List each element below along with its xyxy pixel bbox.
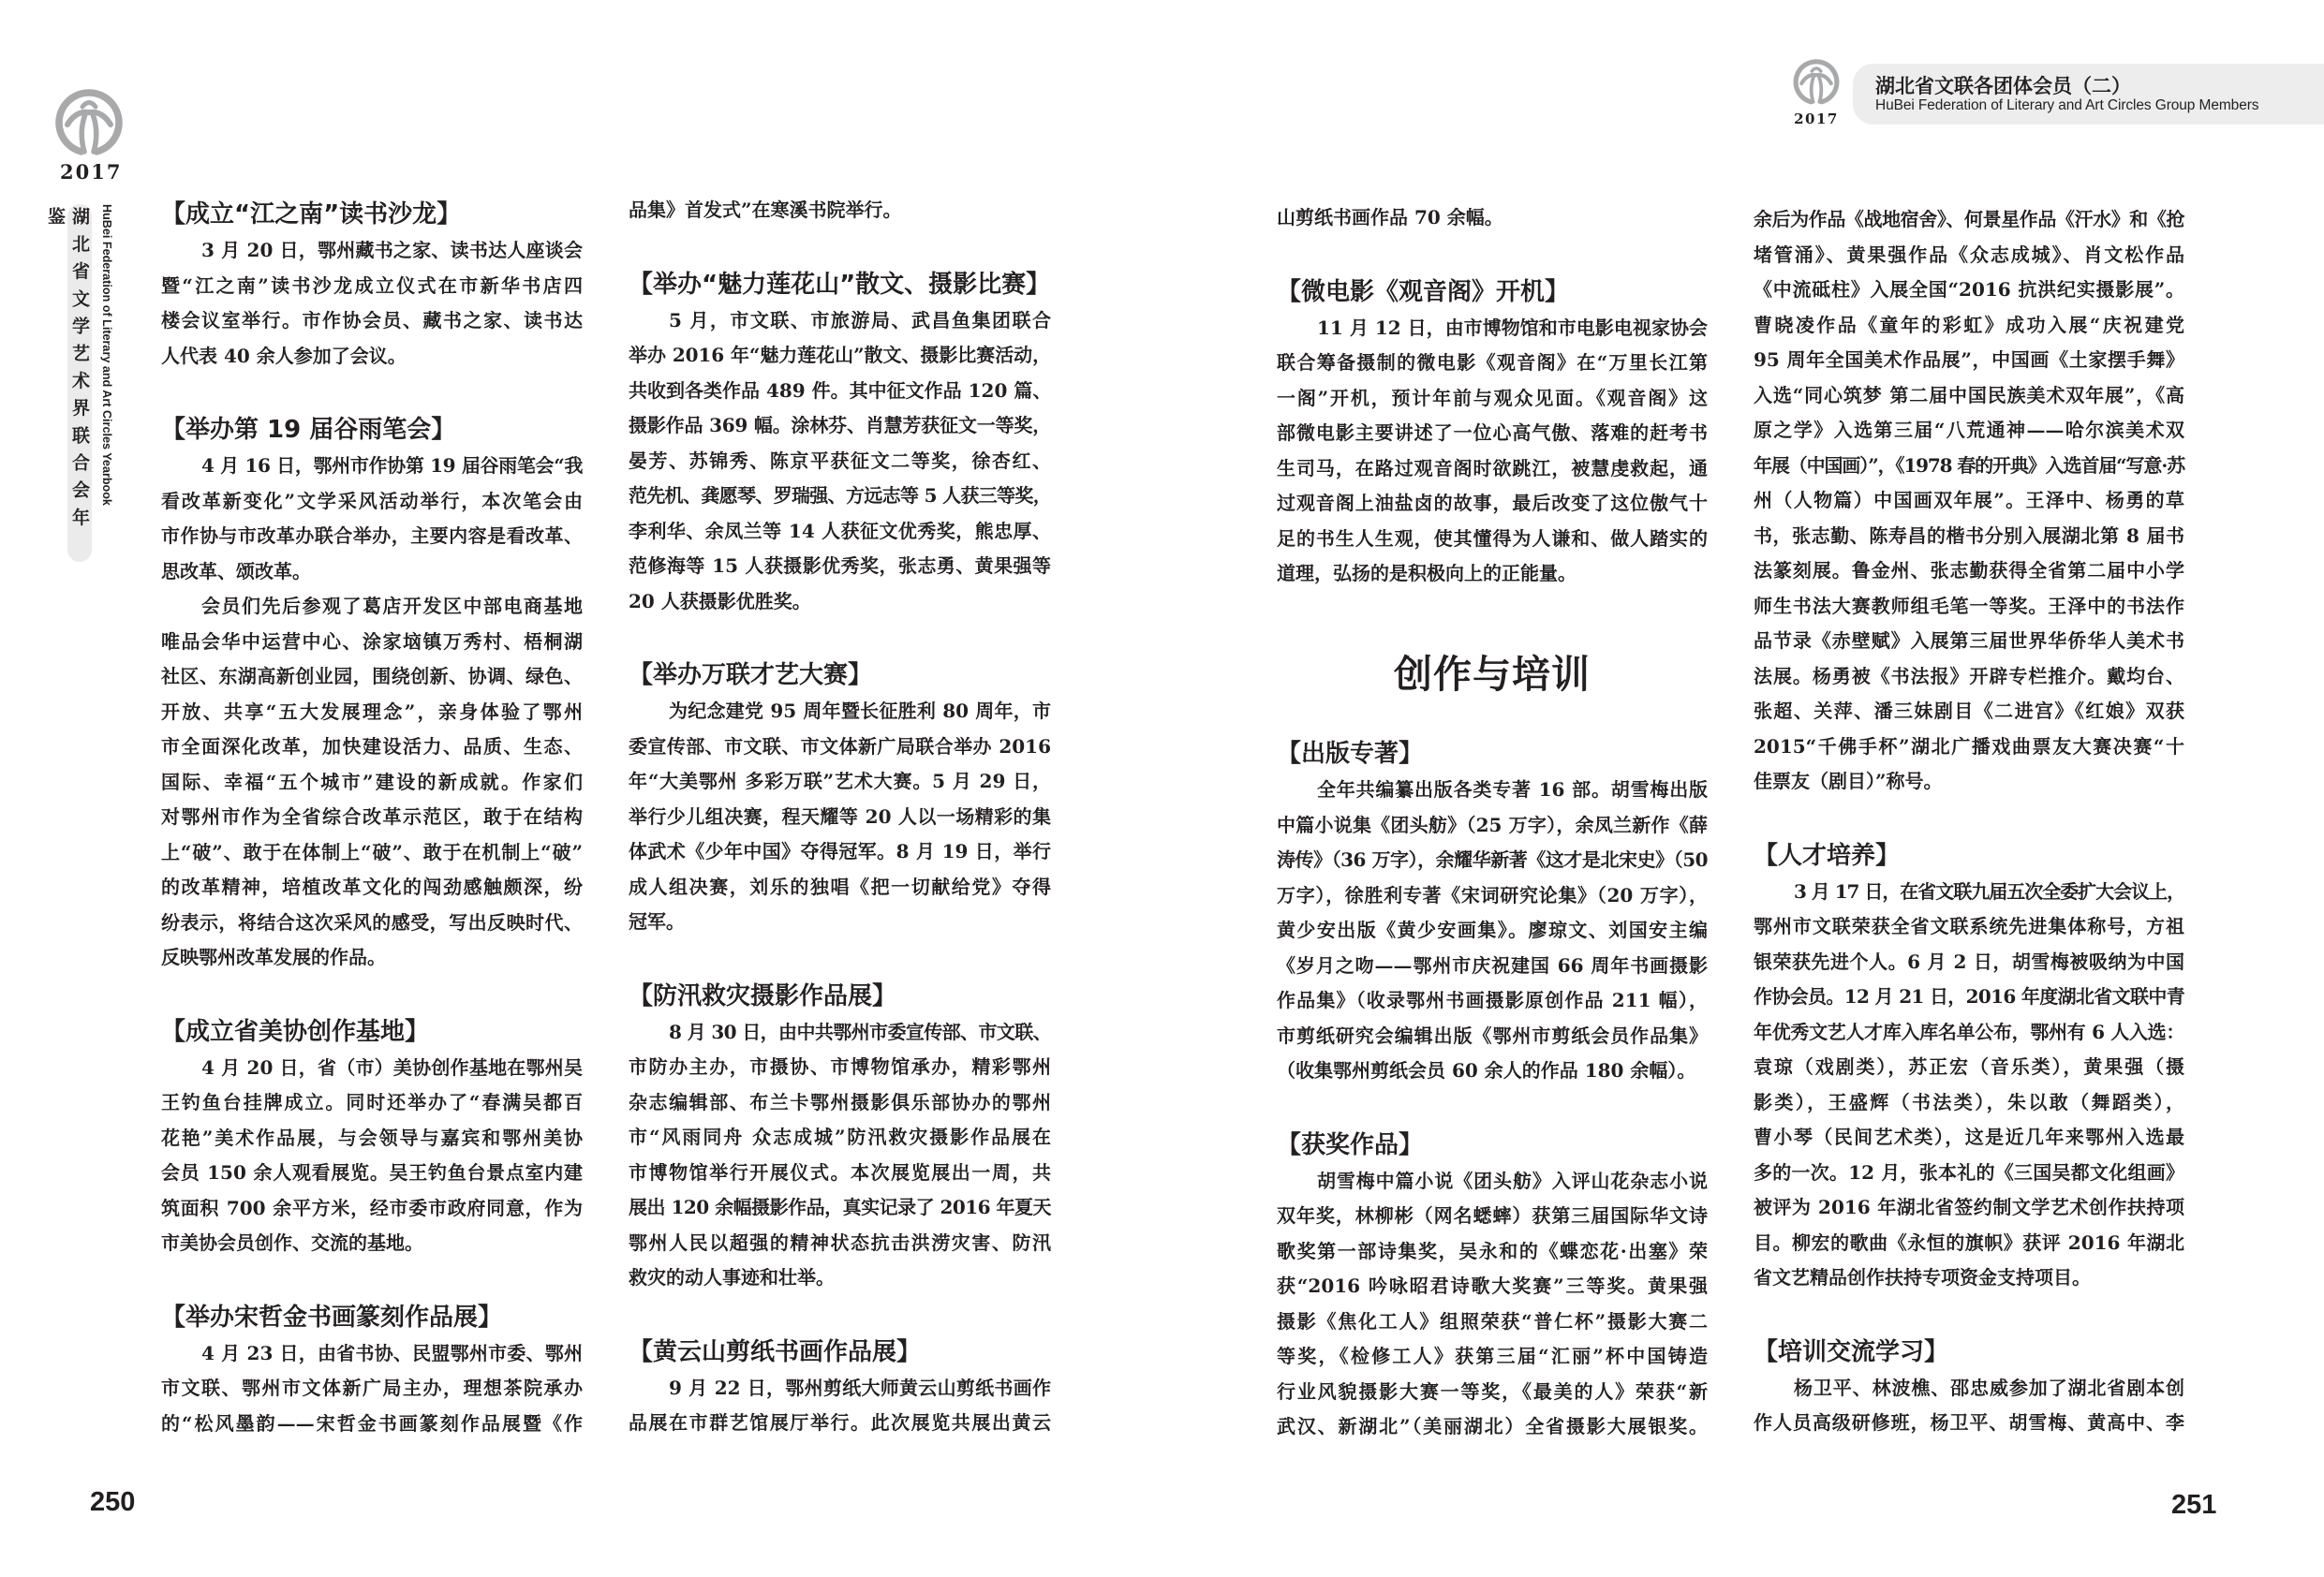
text-line: 8 月 30 日，由中共鄂州市委宣传部、市文联、: [669, 1020, 1051, 1043]
text-line: 4 月 20 日，省（市）美协创作基地在鄂州吴: [201, 1055, 583, 1079]
text-line: 的改革精神，培植改革文化的闯劲感触颇深，纷: [161, 876, 583, 898]
text-line: 开放、共享“五大发展理念”，亲身体验了鄂州: [161, 700, 583, 723]
section-heading: 【举办宋哲金书画篆刻作品展】: [161, 1303, 503, 1332]
section-heading: 【培训交流学习】: [1754, 1337, 1949, 1366]
paragraph: [629, 303, 1051, 620]
text-line: 摄影作品 369 幅。涂林芬、肖慧芳获征文一等奖，: [629, 414, 1051, 436]
vertical-title-en: HuBei Federation of Literary and Art Circles Yearbook: [100, 204, 113, 506]
text-line: 冠军。: [629, 910, 685, 933]
text-line: 作品集》（收录鄂州书画摄影原创作品 211 幅），: [1277, 989, 1708, 1011]
text-line: 看改革新变化”文学采风活动举行，本次笔会由: [161, 489, 583, 512]
text-line: （收集鄂州剪纸会员 60 余人的作品 180 余幅）。: [1277, 1059, 1696, 1082]
text-line: 社区、东湖高新创业园，围绕创新、协调、绿色、: [161, 665, 583, 687]
text-line: 成人组决赛，刘乐的独唱《把一切献给党》夺得: [629, 875, 1051, 898]
text-column-2: [629, 193, 1051, 1441]
text-line: 委宣传部、市文联、市文体新广局联合举办 2016: [629, 734, 1051, 758]
text-line: 品集》首发式”在寒溪书院举行。: [629, 199, 902, 221]
text-line: 市防办主办，市摄协、市博物馆承办，精彩鄂州: [629, 1055, 1051, 1078]
paragraph: [629, 193, 1051, 228]
text-line: 被评为 2016 年湖北省签约制文学艺术创作扶持项: [1754, 1196, 2184, 1218]
paragraph: [629, 694, 1051, 940]
text-line: 思改革、颂改革。: [161, 559, 311, 582]
section-heading: 【成立“江之南”读书沙龙】: [161, 200, 462, 228]
text-line: 胡雪梅中篇小说《团头舫》入评山花杂志小说: [1317, 1169, 1708, 1192]
text-line: 涛传》（36 万字），余耀华新著《这才是北宋史》（50: [1277, 848, 1708, 871]
text-line: 花艳”美术作品展，与会领导与嘉宾和鄂州美协: [161, 1126, 583, 1149]
section-heading: 【举办第 19 届谷雨笔会】: [161, 416, 456, 444]
text-line: 晏芳、苏锦秀、陈京平获征文二等奖，徐杏红、: [629, 449, 1051, 472]
text-line: 曹晓凌作品《童年的彩虹》成功入展“庆祝建党: [1754, 313, 2184, 336]
text-line: 市剪纸研究会编辑出版《鄂州市剪纸会员作品集》: [1277, 1024, 1708, 1047]
text-line: 武汉、新湖北”（美丽湖北）全省摄影大展银奖。: [1277, 1415, 1708, 1437]
text-line: 纷表示，将结合这次采风的感受，写出反映时代、: [161, 910, 583, 934]
text-line: 目。柳宏的歌曲《永恒的旗帜》获评 2016 年湖北: [1754, 1231, 2184, 1254]
section-heading: 【防汛救灾摄影作品展】: [629, 981, 897, 1010]
text-line: 为纪念建党 95 周年暨长征胜利 80 周年，市: [669, 700, 1051, 722]
paragraph: [1277, 311, 1708, 592]
paragraph: [161, 1336, 583, 1442]
text-line: 入选“同心筑梦 第二届中国民族美术双年展”，《高: [1754, 383, 2184, 406]
text-line: 黄少安出版《黄少安画集》。廖琼文、刘国安主编: [1277, 919, 1708, 941]
text-line: 堵管涌》、黄果强作品《众志成城》、肖文松作品: [1754, 243, 2184, 266]
text-line: 范修海等 15 人获摄影优秀奖，张志勇、黄果强等: [629, 554, 1051, 577]
text-line: 共收到各类作品 489 件。其中征文作品 120 篇、: [629, 378, 1052, 402]
chapter-title: 创作与培训: [1394, 652, 1591, 697]
text-line: 人代表 40 余人参加了会议。: [161, 344, 407, 367]
paragraph: [161, 233, 583, 374]
text-line: 杂志编辑部、布兰卡鄂州摄影俱乐部协办的鄂州: [629, 1090, 1051, 1113]
text-line: 年展（中国画）”，《1978 春的开典》入选首届“写意·苏: [1754, 453, 2184, 477]
text-line: 袁琼（戏剧类），苏正宏（音乐类），黄果强（摄: [1754, 1055, 2184, 1078]
section-heading: 【成立省美协创作基地】: [161, 1017, 430, 1046]
text-line: 年优秀文艺人才库入库名单公布，鄂州有 6 人入选：: [1754, 1020, 2184, 1043]
text-line: 师生书法大赛教师组毛笔一等奖。王泽中的书法作: [1754, 594, 2184, 617]
paragraph: [161, 449, 583, 589]
text-line: 《岁月之吻——鄂州市庆祝建国 66 周年书画摄影: [1277, 953, 1708, 977]
text-line: 万字），徐胜利专著《宋词研究论集》（20 万字），: [1277, 883, 1708, 906]
text-line: 市美协会员创作、交流的基地。: [161, 1231, 423, 1254]
text-line: 反映鄂州改革发展的作品。: [161, 946, 386, 968]
paragraph: [161, 1051, 583, 1261]
text-line: 9 月 22 日，鄂州剪纸大师黄云山剪纸书画作: [669, 1376, 1051, 1399]
text-line: 举行少儿组决赛，程天耀等 20 人以一场精彩的集: [629, 804, 1051, 828]
text-line: 联合筹备摄制的微电影《观音阁》在“万里长江第: [1277, 351, 1708, 374]
text-line: 市全面深化改革，加快建设活力、品质、生态、: [161, 735, 583, 758]
text-line: 品节录《赤壁赋》入展第三届世界华侨华人美术书: [1754, 629, 2184, 652]
text-line: 范先机、龚愿琴、罗瑞强、方远志等 5 人获三等奖，: [629, 484, 1051, 507]
text-line: 国际、幸福“五个城市”建设的新成就。作家们: [161, 770, 583, 793]
text-column-1: [161, 196, 583, 1441]
text-line: 鄂州人民以超强的精神状态抗击洪涝灾害、防汛: [629, 1231, 1051, 1254]
text-line: 95 周年全国美术作品展”，中国画《土家摆手舞》: [1754, 348, 2184, 371]
section-heading: 【获奖作品】: [1277, 1130, 1424, 1159]
paragraph: [1754, 875, 2184, 1296]
page-number-right: 251: [2171, 1490, 2217, 1520]
text-line: 全年共编纂出版各类专著 16 部。胡雪梅出版: [1317, 778, 1708, 801]
paragraph: [1277, 773, 1708, 1089]
text-line: 筑面积 700 余平方米，经市委市政府同意，作为: [161, 1196, 583, 1219]
text-line: 《中流砥柱》入展全国“2016 抗洪纪实摄影展”。: [1754, 278, 2184, 301]
text-line: 3 月 20 日，鄂州藏书之家、读书达人座谈会: [201, 239, 583, 261]
running-header-subtitle: HuBei Federation of Literary and Art Circles Group Members: [1875, 97, 2259, 113]
text-line: 举办 2016 年“魅力莲花山”散文、摄影比赛活动，: [629, 344, 1051, 366]
section-heading: 【微电影《观音阁》开机】: [1277, 277, 1570, 306]
text-line: 获“2016 吟咏昭君诗歌大奖赛”三等奖。黄果强: [1277, 1275, 1708, 1297]
section-heading: 【举办“魅力莲花山”散文、摄影比赛】: [629, 270, 1051, 299]
text-line: 市作协与市改革办联合举办，主要内容是看改革、: [161, 524, 583, 547]
text-line: 4 月 16 日，鄂州市作协第 19 届谷雨笔会“我: [201, 454, 583, 477]
section-heading: 【人才培养】: [1754, 841, 1901, 870]
text-line: 展出 120 余幅摄影作品，真实记录了 2016 年夏天: [629, 1196, 1051, 1218]
paragraph: [1754, 202, 2184, 800]
text-line: 对鄂州市作为全省综合改革示范区，敢于在结构: [161, 805, 583, 828]
text-line: 楼会议室举行。市作协会员、藏书之家、读书达: [161, 309, 583, 332]
text-line: 市“风雨同舟 众志成城”防汛救灾摄影作品展在: [629, 1126, 1051, 1148]
paragraph: [161, 589, 583, 976]
text-line: 11 月 12 日，由市博物馆和市电影电视家协会: [1317, 316, 1708, 339]
yearbook-year: 2017: [1794, 111, 1839, 127]
text-line: 20 人获摄影优胜奖。: [629, 589, 811, 612]
text-line: 过观音阁上油盐卤的故事，最后改变了这位傲气十: [1277, 492, 1708, 514]
text-line: 部微电影主要讲述了一位心高气傲、落难的赶考书: [1277, 421, 1708, 444]
text-line: 会员们先后参观了葛店开发区中部电商基地: [201, 595, 583, 617]
text-line: 生司马，在路过观音阁时欲跳江，被慧虔救起，通: [1277, 456, 1708, 479]
text-line: 5 月，市文联、市旅游局、武昌鱼集团联合: [669, 308, 1051, 332]
paragraph: [629, 1371, 1051, 1441]
text-line: 作人员高级研修班，杨卫平、胡雪梅、黄高中、李: [1754, 1411, 2184, 1434]
text-line: 作协会员。12 月 21 日，2016 年度湖北省文联中青: [1754, 985, 2184, 1008]
federation-emblem-icon: [1792, 59, 1841, 106]
text-line: 3 月 17 日，在省文联九届五次全委扩大会议上，: [1794, 879, 2184, 903]
yearbook-year: 2017: [60, 160, 123, 184]
text-line: 余后为作品《战地宿舍》、何景星作品《汗水》和《抢: [1754, 208, 2184, 230]
text-line: 道理，弘扬的是积极向上的正能量。: [1277, 562, 1576, 584]
text-line: 佳票友（剧目）”称号。: [1754, 770, 1943, 792]
text-line: 歌奖第一部诗集奖，吴永和的《蝶恋花·出塞》荣: [1277, 1239, 1708, 1262]
section-heading: 【举办万联才艺大赛】: [629, 661, 873, 689]
text-line: 省文艺精品创作扶持专项资金支持项目。: [1754, 1266, 2091, 1289]
paragraph: [1277, 200, 1708, 236]
paragraph: [1277, 1164, 1708, 1445]
text-line: 州（人物篇）中国画双年展”。王泽中、杨勇的草: [1754, 489, 2184, 511]
paragraph: [629, 1015, 1051, 1296]
text-column-3: [1277, 200, 1708, 1445]
text-line: 山剪纸书画作品 70 余幅。: [1277, 206, 1503, 228]
text-line: 王钓鱼台挂牌成立。同时还举办了“春满吴都百: [161, 1091, 583, 1113]
paragraph: [1754, 1371, 2184, 1441]
vertical-title-cn: 湖北省文学艺术界联合会年鉴: [45, 207, 90, 536]
section-heading: 【出版专著】: [1277, 740, 1424, 768]
text-line: 2015“千佛手杯”湖北广播戏曲票友大赛决赛“十: [1754, 734, 2184, 758]
text-line: 品展在市群艺馆展厅举行。此次展览共展出黄云: [629, 1411, 1051, 1434]
text-line: 影类），王盛辉（书法类），朱以敢（舞蹈类），: [1754, 1090, 2184, 1113]
text-line: 多的一次。12 月，张本礼的《三国吴都文化组画》: [1754, 1160, 2184, 1184]
text-line: 鄂州市文联荣获全省文联系统先进集体称号，方祖: [1754, 915, 2184, 937]
text-line: 足的书生人生观，使其懂得为人谦和、做人踏实的: [1277, 526, 1708, 550]
text-line: 4 月 23 日，由省书协、民盟鄂州市委、鄂州: [201, 1341, 583, 1364]
text-line: 张超、关萍、潘三妹剧目《二进宫》《红娘》双获: [1754, 700, 2184, 722]
text-line: 摄影《焦化工人》组照荣获“普仁杯”摄影大赛二: [1277, 1309, 1708, 1333]
text-line: 书，张志勤、陈寿昌的楷书分别入展湖北第 8 届书: [1754, 523, 2184, 547]
text-line: 年“大美鄂州 多彩万联”艺术大赛。5 月 29 日，: [629, 770, 1051, 792]
page-number-left: 250: [90, 1487, 136, 1517]
federation-emblem-icon: [53, 89, 125, 157]
text-line: 法展。杨勇被《书法报》开辟专栏推介。戴均台、: [1754, 664, 2184, 687]
text-column-4: [1754, 202, 2184, 1441]
text-line: 的“松风墨韵——宋哲金书画篆刻作品展暨《作: [161, 1411, 583, 1435]
text-line: 法篆刻展。鲁金州、张志勤获得全省第二届中小学: [1754, 559, 2184, 582]
text-line: 一阁”开机，预计年前与观众见面。《观音阁》这: [1277, 386, 1708, 409]
text-line: 上“破”、敢于在体制上“破”、敢于在机制上“破”: [161, 840, 583, 863]
text-line: 体武术《少年中国》夺得冠军。8 月 19 日，举行: [629, 840, 1051, 862]
section-heading: 【黄云山剪纸书画作品展】: [629, 1337, 922, 1366]
running-header-title: 湖北省文联各团体会员（二）: [1875, 75, 2131, 97]
text-line: 中篇小说集《团头舫》（25 万字），余凤兰新作《薛: [1277, 813, 1708, 836]
text-line: 会员 150 余人观看展览。吴王钓鱼台景点室内建: [161, 1161, 583, 1184]
text-line: 李利华、余凤兰等 14 人获征文优秀奖，熊忠厚、: [629, 519, 1051, 542]
text-line: 等奖，《检修工人》获第三届“汇丽”杯中国铸造: [1277, 1345, 1708, 1367]
text-line: 唯品会华中运营中心、涂家垴镇万秀村、梧桐湖: [161, 629, 583, 653]
text-line: 市博物馆举行开展仪式。本次展览展出一周，共: [629, 1160, 1051, 1184]
text-line: 原之学》入选第三届“八荒通神——哈尔滨美术双: [1754, 419, 2184, 441]
text-line: 行业风貌摄影大赛一等奖，《最美的人》荣获“新: [1277, 1379, 1708, 1403]
text-line: 救灾的动人事迹和壮举。: [629, 1266, 835, 1289]
text-line: 银荣获先进个人。6 月 2 日，胡雪梅被吸纳为中国: [1754, 950, 2184, 973]
text-line: 市文联、鄂州市文体新广局主办，理想茶院承办: [161, 1377, 583, 1399]
text-line: 暨“江之南”读书沙龙成立仪式在市新华书店四: [161, 273, 583, 297]
text-line: 杨卫平、林波樵、邵忠威参加了湖北省剧本创: [1794, 1376, 2184, 1399]
text-line: 双年奖，林柳彬（网名蟋蟀）获第三届国际华文诗: [1277, 1204, 1708, 1227]
text-line: 曹小琴（民间艺术类），这是近几年来鄂州入选最: [1754, 1126, 2184, 1148]
